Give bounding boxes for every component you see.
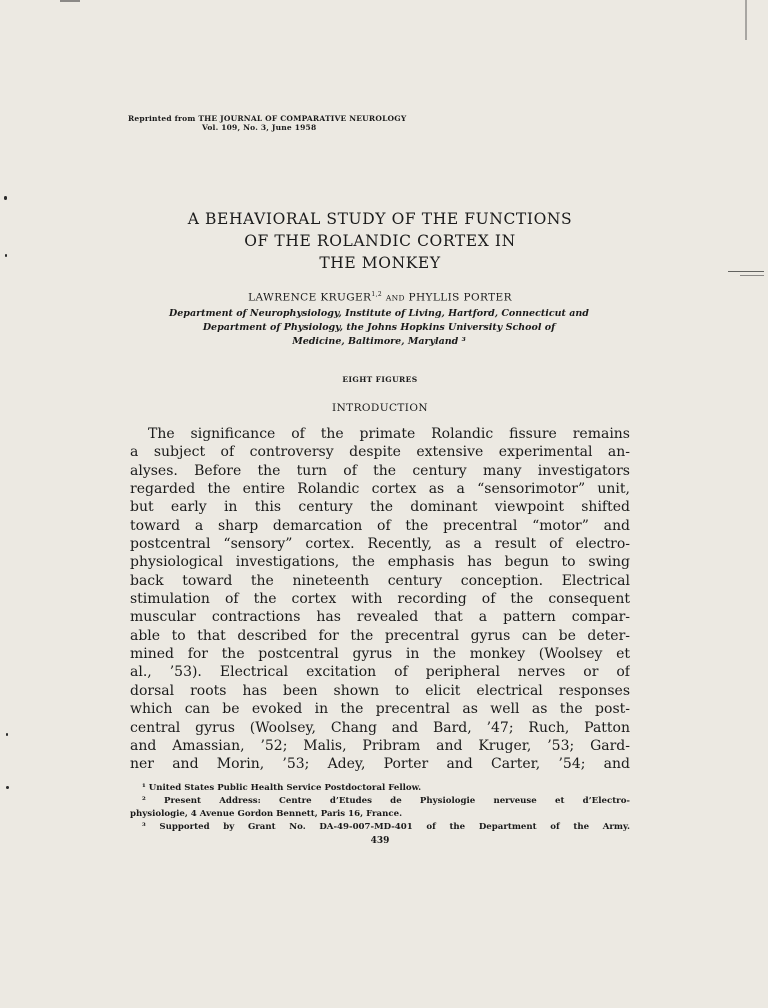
affiliations xyxy=(124,307,634,349)
page-number: 439 xyxy=(370,836,390,846)
reprint-line-2: Vol. 109, No. 3, June 1958 xyxy=(202,123,317,132)
body-line: ner and Morin, ’53; Adey, Porter and Carter, ’54; and xyxy=(130,756,630,773)
scan-edge-mark xyxy=(728,271,764,272)
footnote-2-continued: physiologie, 4 Avenue Gordon Bennett, Paris 16, France. xyxy=(130,809,403,819)
affiliation-line-1: Department of Neurophysiology, Institute of Living, Hartford, Connecticut and xyxy=(169,308,589,319)
title-line-3: THE MONKEY xyxy=(319,254,441,272)
scan-edge-mark xyxy=(740,275,764,276)
affiliation-line-2: Department of Physiology, the Johns Hopkins University School of xyxy=(202,322,556,333)
body-line: able to that described for the precentral gyrus can be deter- xyxy=(130,627,630,644)
reprint-line-1: Reprinted from THE JOURNAL OF COMPARATIVE NEUROLOGY xyxy=(128,114,407,123)
footnote-2: ² Present Address: Centre d’Etudes de Physiologie nerveuse et d’Electro- xyxy=(142,796,630,806)
footnote-1: ¹ United States Public Health Service Postdoctoral Fellow. xyxy=(142,783,422,793)
body-line: The significance of the primate Rolandic fissure remains xyxy=(148,426,630,442)
scan-speck xyxy=(5,254,7,257)
section-heading: INTRODUCTION xyxy=(332,402,428,414)
scan-edge-mark xyxy=(60,0,80,2)
body-line: back toward the nineteenth century conception. Electrical xyxy=(130,572,630,589)
author-2: PHYLLIS PORTER xyxy=(408,291,512,304)
body-line: dorsal roots has been shown to elicit electrical responses xyxy=(130,682,630,699)
author-1: LAWRENCE KRUGER xyxy=(248,291,372,304)
body-line: physiological investigations, the emphasis has begun to swing xyxy=(130,554,630,571)
affiliation-line-3: Medicine, Baltimore, Maryland ³ xyxy=(292,336,466,347)
body-line: which can be evoked in the precentral as well as the post- xyxy=(130,701,630,718)
article-title xyxy=(120,208,640,274)
figures-count: EIGHT FIGURES xyxy=(342,375,418,384)
body-text xyxy=(130,425,630,774)
body-line: mined for the postcentral gyrus in the monkey (Woolsey et xyxy=(130,646,630,663)
body-line: al., ’53). Electrical excitation of peripheral nerves or of xyxy=(130,664,630,681)
scan-speck xyxy=(4,196,7,200)
author-line xyxy=(120,291,640,304)
title-line-2: OF THE ROLANDIC CORTEX IN xyxy=(244,232,516,250)
body-line: central gyrus (Woolsey, Chang and Bard, ’47; Ruch, Patton xyxy=(130,719,630,736)
scan-speck xyxy=(6,733,8,736)
scan-edge-mark xyxy=(745,0,747,40)
footnotes xyxy=(130,782,630,834)
body-line: stimulation of the cortex with recording of the consequent xyxy=(130,591,630,608)
title-line-1: A BEHAVIORAL STUDY OF THE FUNCTIONS xyxy=(187,210,573,228)
body-line: postcentral “sensory” cortex. Recently, as a result of electro- xyxy=(130,536,630,553)
reprint-notice xyxy=(128,114,468,132)
body-line: a subject of controversy despite extensive experimental an- xyxy=(130,444,630,461)
body-line: muscular contractions has revealed that a pattern compar- xyxy=(130,609,630,626)
body-line: and Amassian, ’52; Malis, Pribram and Kruger, ’53; Gard- xyxy=(130,737,630,754)
author-1-footnote-marks: 1,2 xyxy=(371,291,383,298)
body-line: alyses. Before the turn of the century many investigators xyxy=(130,462,630,479)
body-line: regarded the entire Rolandic cortex as a “sensorimotor” unit, xyxy=(130,481,630,498)
footnote-3: ³ Supported by Grant No. DA-49-007-MD-401 of the Department of the Army. xyxy=(142,822,630,832)
author-conjunction: AND xyxy=(385,293,405,303)
scan-speck xyxy=(6,786,9,789)
body-line: but early in this century the dominant viewpoint shifted xyxy=(130,499,630,516)
body-line: toward a sharp demarcation of the precentral “motor” and xyxy=(130,517,630,534)
